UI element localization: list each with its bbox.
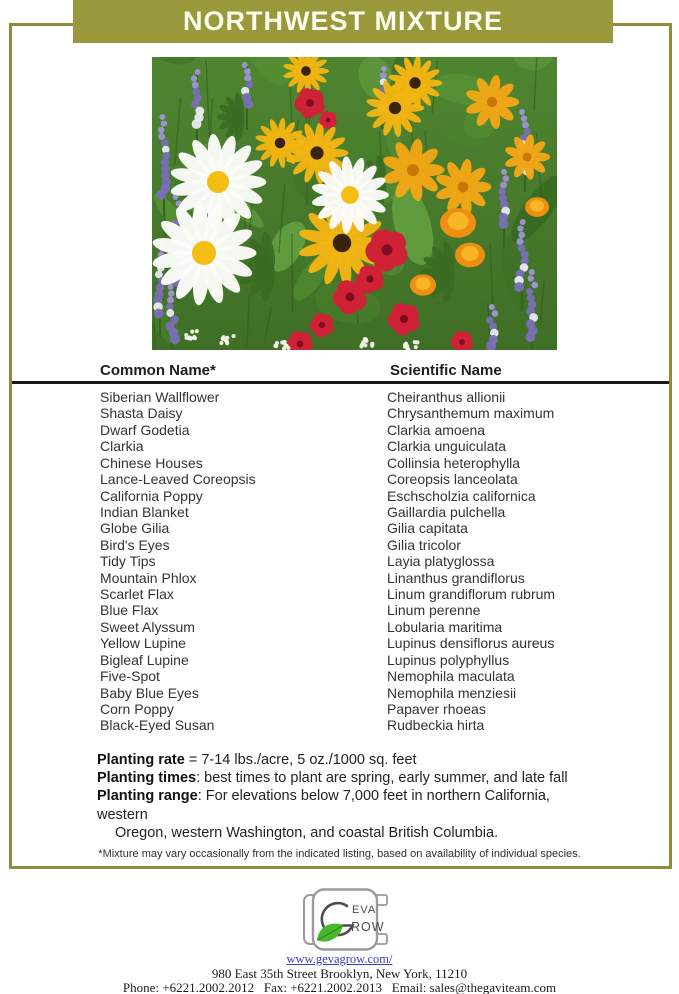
scientific-name-cell: Gilia capitata [387,520,468,537]
common-name-cell: Five-Spot [100,668,160,685]
california-poppy-flower [525,197,549,217]
scientific-name-cell: Nemophila maculata [387,668,515,685]
table-row [0,652,679,668]
table-row [0,438,679,454]
brand-logo [302,888,392,952]
scientific-name-cell: Chrysanthemum maximum [387,405,555,422]
table-row [0,553,679,569]
disclaimer-note: *Mixture may vary occasionally from the indicated listing, based on availability of individual species. [98,848,581,860]
website-row [0,952,679,967]
header-underline [12,381,669,384]
common-name-cell: Bigleaf Lupine [100,651,189,668]
table-row [0,685,679,701]
table-row [0,471,679,487]
table-row [0,520,679,536]
table-row [0,586,679,602]
california-poppy-flower [410,274,436,295]
column-header-common-name: Common Name* [100,362,216,379]
species-table [0,389,679,734]
scientific-name-cell: Eschscholzia californica [387,487,536,504]
table-row [0,488,679,504]
planting-times-line [97,769,617,787]
common-name-cell: Globe Gilia [100,520,170,537]
common-name-cell: Clarkia [100,438,144,455]
scientific-name-cell: Rudbeckia hirta [387,717,485,734]
scientific-name-cell: Linum grandiflorum rubrum [387,586,556,603]
common-name-cell: Chinese Houses [100,454,203,471]
scientific-name-cell: Clarkia amoena [387,421,486,438]
scientific-name-cell: Collinsia heterophylla [387,454,521,471]
table-row [0,504,679,520]
planting-range-line [97,787,617,805]
table-row [0,455,679,471]
table-row [0,619,679,635]
common-name-cell: Blue Flax [100,602,159,619]
scientific-name-cell: Cheiranthus allionii [387,389,506,405]
scientific-name-cell: Coreopsis lanceolata [387,471,518,488]
planting-range-wrap2: Oregon, western Washington, and coastal British Columbia. [115,824,499,841]
california-poppy-flower [455,243,485,268]
table-row [0,405,679,421]
scientific-name-cell: Papaver rhoeas [387,701,486,718]
planting-range-text: : For elevations below 7,000 feet in northern California, [197,788,550,805]
planting-info [97,751,617,842]
common-name-cell: Tidy Tips [100,553,156,570]
table-row [0,422,679,438]
scientific-name-cell: Nemophila menziesii [387,684,517,701]
planting-rate-label: Planting rate [97,752,185,768]
common-name-cell: Bird's Eyes [100,536,170,553]
scientific-name-cell: Gilia tricolor [387,536,461,553]
common-name-cell: Baby Blue Eyes [100,684,199,701]
page-title: NORTHWEST MIXTURE [183,6,503,36]
common-name-cell: Siberian Wallflower [100,389,220,405]
common-name-cell: Black-Eyed Susan [100,717,215,734]
title-banner [73,0,613,43]
common-name-cell: Scarlet Flax [100,586,174,603]
table-row [0,701,679,717]
common-name-cell: Yellow Lupine [100,635,186,652]
scientific-name-cell: Clarkia unguiculata [387,438,507,455]
contact-line: Phone: +6221.2002.2012 Fax: +6221.2002.2013 Email: sales@thegaviteam.com [122,980,557,994]
table-row [0,389,679,405]
table-row [0,537,679,553]
planting-times-label: Planting times [97,770,197,787]
common-name-cell: California Poppy [100,487,203,504]
common-name-cell: Dwarf Godetia [100,421,190,438]
common-name-cell: Shasta Daisy [100,405,183,422]
planting-rate-line [97,751,617,769]
planting-range-wrap: western [97,806,148,823]
scientific-name-cell: Lobularia maritima [387,618,503,635]
common-name-cell: Mountain Phlox [100,569,197,586]
scientific-name-cell: Layia platyglossa [387,553,495,570]
common-name-cell: Indian Blanket [100,503,189,520]
table-row [0,570,679,586]
table-row [0,635,679,651]
address-line: 980 East 35th Street Brooklyn, New York, 11210 [211,966,468,981]
scientific-name-cell: Gaillardia pulchella [387,503,506,520]
california-poppy-flower [440,208,476,238]
common-name-cell: Lance-Leaved Coreopsis [100,471,256,488]
scientific-name-cell: Linum perenne [387,602,481,619]
table-row [0,602,679,618]
logo-text-eva: EVA [352,904,377,916]
common-name-cell: Corn Poppy [100,701,174,718]
wildflower-photo [152,57,557,350]
planting-times-text: : best times to plant are spring, early summer, and late fall [196,770,568,787]
planting-rate-text: = 7-14 lbs./acre, 5 oz./1000 sq. feet [184,752,417,768]
column-header-scientific-name: Scientific Name [390,362,502,379]
website-link[interactable]: www.gevagrow.com/ [286,952,393,966]
scientific-name-cell: Lupinus polyphyllus [387,651,510,668]
scientific-name-cell: Lupinus densiflorus aureus [387,635,555,652]
planting-range-label: Planting range [97,788,198,805]
table-row [0,717,679,733]
scientific-name-cell: Linanthus grandiflorus [387,569,525,586]
common-name-cell: Sweet Alyssum [100,618,195,635]
table-row [0,668,679,684]
logo-text-row: ROW [351,920,385,934]
